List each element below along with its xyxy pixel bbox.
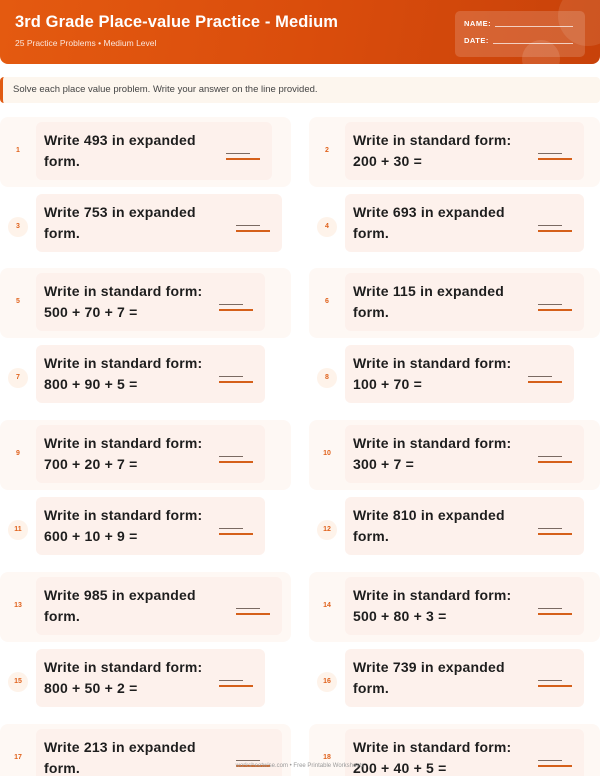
problem-card (36, 577, 282, 635)
date-line (493, 43, 573, 44)
question-line-1: Write in standard form: (44, 283, 203, 299)
answer-underline (219, 685, 253, 687)
problem-card (36, 122, 272, 180)
question-line-1: Write in standard form: (44, 435, 203, 451)
problem-card (345, 273, 584, 331)
problem-number-badge: 18 (323, 754, 331, 761)
question-line-1: Write in standard form: (353, 435, 512, 451)
page-subtitle: 25 Practice Problems • Medium Level (15, 38, 157, 48)
answer-blank-underscore (226, 153, 250, 154)
answer-blank-underscore (219, 680, 243, 681)
problem-number-badge: 16 (317, 672, 337, 692)
question-line-2: form. (353, 528, 389, 544)
problem-item (0, 268, 291, 338)
worksheet-header (0, 0, 600, 64)
page-title: 3rd Grade Place-value Practice - Medium (15, 13, 339, 31)
answer-blank-underscore (219, 528, 243, 529)
problem-question (44, 202, 196, 244)
question-line-1: Write in standard form: (353, 355, 512, 371)
answer-blank-underscore (538, 225, 562, 226)
answer-line[interactable] (538, 680, 572, 690)
answer-line[interactable] (219, 680, 253, 690)
question-line-1: Write 810 in expanded (353, 507, 505, 523)
question-line-1: Write 115 in expanded (353, 283, 504, 299)
question-line-1: Write in standard form: (353, 587, 512, 603)
footer-credit: worksheetwise.com • Free Printable Worksheets (235, 763, 365, 769)
problem-question (353, 130, 511, 172)
name-line (495, 26, 573, 27)
question-line-1: Write 753 in expanded (44, 204, 196, 220)
question-line-2: 600 + 10 + 9 = (44, 528, 138, 544)
answer-blank-underscore (538, 456, 562, 457)
problem-row (0, 344, 600, 414)
answer-blank-underscore (538, 304, 562, 305)
answer-line[interactable] (219, 456, 253, 466)
answer-line[interactable] (236, 225, 270, 235)
question-line-1: Write in standard form: (44, 507, 203, 523)
problem-number-badge: 5 (16, 298, 20, 305)
answer-line[interactable] (219, 376, 253, 386)
problem-item (309, 420, 600, 490)
name-field[interactable] (464, 19, 573, 28)
problem-question (353, 505, 505, 547)
problem-number-badge: 3 (8, 217, 28, 237)
answer-underline (528, 381, 562, 383)
question-line-1: Write in standard form: (44, 355, 203, 371)
question-line-2: 500 + 70 + 7 = (44, 304, 138, 320)
question-line-2: 100 + 70 = (353, 376, 422, 392)
problem-row (0, 648, 600, 718)
answer-blank-underscore (538, 680, 562, 681)
date-label: DATE: (464, 36, 489, 45)
answer-underline (219, 309, 253, 311)
answer-blank-underscore (538, 528, 562, 529)
answer-blank-underscore (538, 608, 562, 609)
question-line-1: Write 985 in expanded (44, 587, 196, 603)
answer-line[interactable] (219, 304, 253, 314)
answer-line[interactable] (538, 528, 572, 538)
problem-number-badge: 2 (325, 147, 329, 154)
answer-blank-underscore (538, 760, 562, 761)
question-line-2: form. (353, 680, 389, 696)
problem-number-badge: 13 (14, 602, 22, 609)
answer-underline (538, 613, 572, 615)
problem-card (345, 345, 574, 403)
question-line-2: 800 + 50 + 2 = (44, 680, 138, 696)
problem-card (345, 425, 584, 483)
problem-question (44, 353, 202, 395)
answer-blank-underscore (538, 153, 562, 154)
problem-number-badge: 17 (14, 754, 22, 761)
name-label: NAME: (464, 19, 492, 28)
answer-underline (236, 613, 270, 615)
answer-underline (538, 309, 572, 311)
answer-underline (219, 533, 253, 535)
question-line-2: form. (353, 225, 389, 241)
question-line-2: 200 + 30 = (353, 153, 422, 169)
answer-underline (538, 685, 572, 687)
problem-row (0, 117, 600, 187)
problem-card (345, 497, 584, 555)
answer-blank-underscore (236, 760, 260, 761)
question-line-1: Write 493 in expanded (44, 132, 196, 148)
problem-row (0, 420, 600, 490)
name-date-box (455, 11, 585, 57)
problem-row (0, 496, 600, 566)
problem-question (44, 505, 202, 547)
answer-line[interactable] (538, 456, 572, 466)
answer-line[interactable] (538, 304, 572, 314)
question-line-1: Write in standard form: (353, 132, 512, 148)
answer-underline (226, 158, 260, 160)
problem-item (0, 117, 291, 187)
problem-item (309, 117, 600, 187)
problem-item (309, 268, 600, 338)
problem-number-badge: 8 (317, 368, 337, 388)
question-line-2: 800 + 90 + 5 = (44, 376, 138, 392)
problem-card (345, 649, 584, 707)
question-line-2: form. (44, 760, 80, 776)
problem-row (0, 193, 600, 263)
answer-underline (219, 381, 253, 383)
problem-card (36, 273, 265, 331)
answer-line[interactable] (538, 153, 572, 163)
question-line-2: 300 + 7 = (353, 456, 414, 472)
problem-card (36, 497, 265, 555)
problem-card (345, 194, 584, 252)
answer-underline (538, 230, 572, 232)
question-line-1: Write 739 in expanded (353, 659, 505, 675)
answer-line[interactable] (538, 608, 572, 618)
answer-line[interactable] (528, 376, 562, 386)
answer-line[interactable] (538, 225, 572, 235)
problem-question (353, 353, 511, 395)
question-line-2: 200 + 40 + 5 = (353, 760, 447, 776)
problem-card (345, 577, 584, 635)
problem-question (353, 202, 505, 244)
question-line-1: Write 693 in expanded (353, 204, 505, 220)
answer-blank-underscore (528, 376, 552, 377)
question-line-2: 500 + 80 + 3 = (353, 608, 447, 624)
answer-line[interactable] (236, 608, 270, 618)
answer-blank-underscore (236, 608, 260, 609)
problem-question (44, 657, 202, 699)
problem-number-badge: 1 (16, 147, 20, 154)
problem-number-badge: 15 (8, 672, 28, 692)
answer-line[interactable] (219, 528, 253, 538)
problem-question (44, 281, 202, 323)
question-line-2: form. (44, 225, 80, 241)
problem-item (0, 420, 291, 490)
answer-underline (538, 461, 572, 463)
problem-card (36, 649, 265, 707)
question-line-2: 700 + 20 + 7 = (44, 456, 138, 472)
answer-underline (236, 230, 270, 232)
answer-underline (538, 158, 572, 160)
problem-number-badge: 11 (8, 520, 28, 540)
answer-blank-underscore (219, 456, 243, 457)
problem-number-badge: 9 (16, 450, 20, 457)
problem-question (44, 433, 202, 475)
problem-number-badge: 14 (323, 602, 331, 609)
problem-item (0, 572, 291, 642)
problem-card (345, 122, 584, 180)
answer-underline (538, 533, 572, 535)
problem-row (0, 572, 600, 642)
date-field[interactable] (464, 36, 573, 45)
problem-question (353, 737, 511, 776)
problem-question (353, 585, 511, 627)
problem-question (44, 130, 196, 172)
question-line-1: Write in standard form: (353, 739, 512, 755)
answer-blank-underscore (236, 225, 260, 226)
problem-question (44, 737, 196, 776)
problem-number-badge: 12 (317, 520, 337, 540)
problem-number-badge: 4 (317, 217, 337, 237)
problem-question (353, 657, 505, 699)
problem-item (309, 572, 600, 642)
question-line-1: Write in standard form: (44, 659, 203, 675)
problem-question (44, 585, 196, 627)
answer-blank-underscore (219, 376, 243, 377)
problem-number-badge: 7 (8, 368, 28, 388)
question-line-2: form. (44, 153, 80, 169)
answer-underline (219, 461, 253, 463)
problem-number-badge: 6 (325, 298, 329, 305)
instructions-banner: Solve each place value problem. Write your answer on the line provided. (0, 77, 600, 103)
problem-question (353, 433, 511, 475)
problem-card (36, 425, 265, 483)
question-line-1: Write 213 in expanded (44, 739, 196, 755)
problem-number-badge: 10 (323, 450, 331, 457)
problem-row (0, 268, 600, 338)
problem-question (353, 281, 504, 323)
problem-card (36, 345, 265, 403)
answer-blank-underscore (219, 304, 243, 305)
question-line-2: form. (353, 304, 389, 320)
question-line-2: form. (44, 608, 80, 624)
problem-card (36, 194, 282, 252)
answer-line[interactable] (226, 153, 260, 163)
